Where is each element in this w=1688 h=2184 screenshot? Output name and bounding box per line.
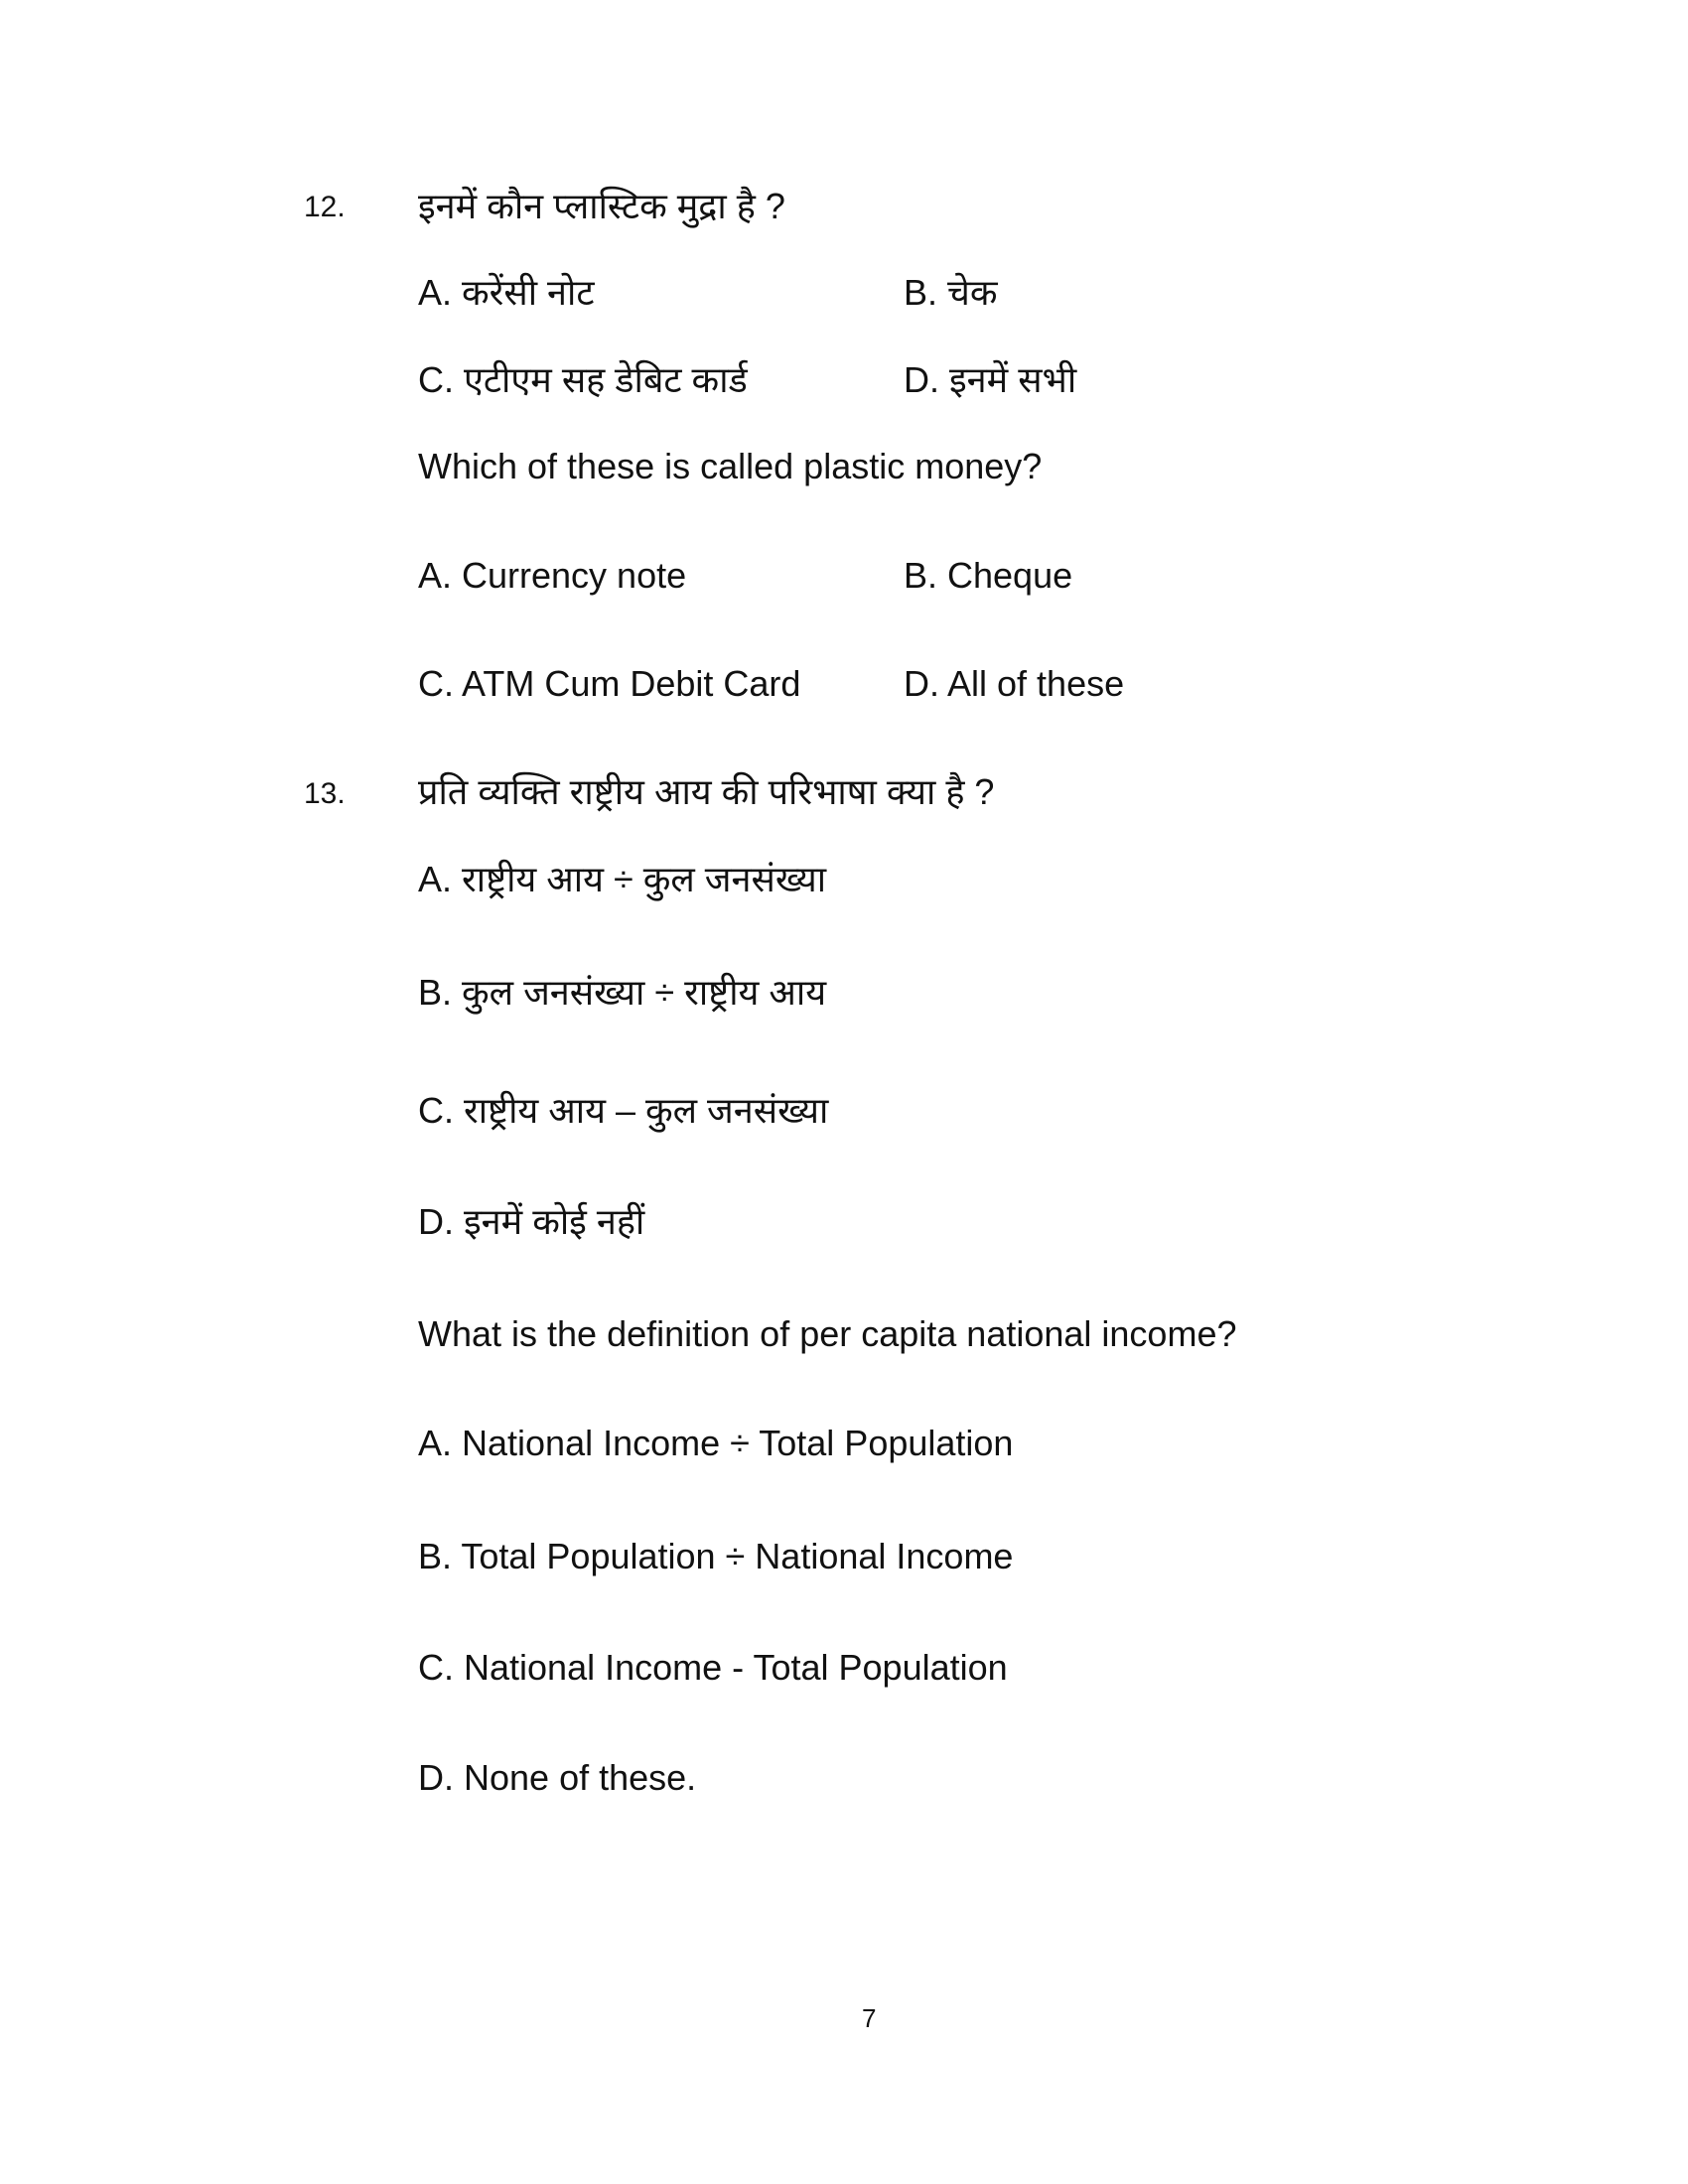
option-d-hindi: D. इनमें कोई नहीं (418, 1201, 645, 1242)
option-a-english: A. National Income ÷ Total Population (418, 1423, 1014, 1463)
question-text-english: What is the definition of per capita national income? (418, 1313, 1237, 1354)
option-b-english: B. Total Population ÷ National Income (418, 1536, 1014, 1576)
option-b-hindi: B. कुल जनसंख्या ÷ राष्ट्रीय आय (418, 972, 827, 1013)
page-number: 7 (862, 2003, 877, 2033)
option-a-english: A. Currency note (418, 555, 687, 596)
option-a-hindi: A. करेंसी नोट (418, 272, 595, 313)
option-d-english: D. All of these (904, 663, 1125, 704)
option-c-english: C. National Income - Total Population (418, 1647, 1008, 1688)
option-c-hindi: C. एटीएम सह डेबिट कार्ड (418, 359, 748, 400)
option-b-hindi: B. चेक (904, 272, 998, 313)
question-text-english: Which of these is called plastic money? (418, 446, 1043, 486)
question-number: 13. (304, 777, 346, 810)
option-c-english: C. ATM Cum Debit Card (418, 663, 801, 704)
option-b-english: B. Cheque (904, 555, 1073, 596)
option-d-hindi: D. इनमें सभी (904, 359, 1077, 400)
question-number: 12. (304, 191, 346, 223)
question-text-hindi: प्रति व्यक्ति राष्ट्रीय आय की परिभाषा क्या है ? (418, 771, 995, 812)
option-d-english: D. None of these. (418, 1757, 697, 1798)
option-a-hindi: A. राष्ट्रीय आय ÷ कुल जनसंख्या (418, 859, 827, 899)
option-c-hindi: C. राष्ट्रीय आय – कुल जनसंख्या (418, 1090, 829, 1131)
question-text-hindi: इनमें कौन प्लास्टिक मुद्रा है ? (418, 186, 785, 226)
